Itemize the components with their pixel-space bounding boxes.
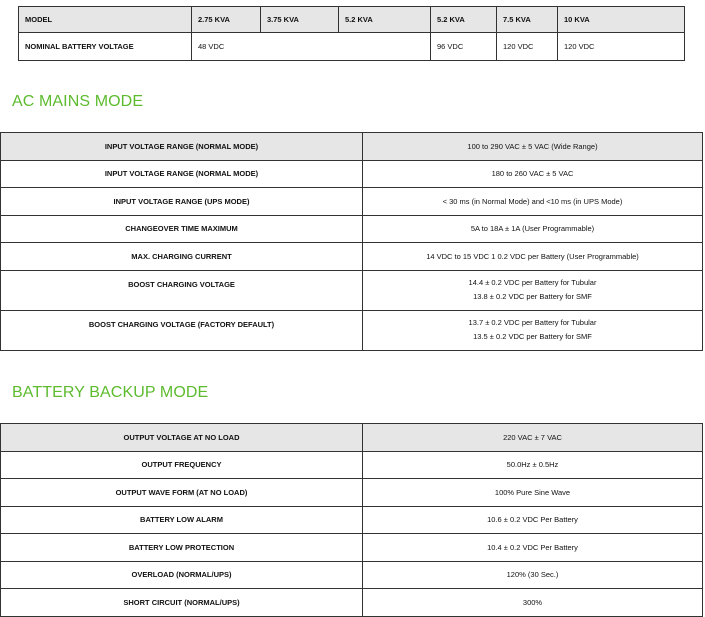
spec-value: 50.0Hz ± 0.5Hz <box>363 451 703 479</box>
spec-label: BATTERY LOW PROTECTION <box>1 534 363 562</box>
spec-label: BOOST CHARGING VOLTAGE <box>1 270 363 310</box>
battery-voltage-label: NOMINAL BATTERY VOLTAGE <box>19 33 192 61</box>
spec-value: < 30 ms (in Normal Mode) and <10 ms (in UPS Mode) <box>363 188 703 216</box>
model-2-75kva: 2.75 KVA <box>192 7 261 33</box>
spec-value <box>363 310 703 350</box>
model-header-label: MODEL <box>19 7 192 33</box>
model-spec-table <box>18 6 685 61</box>
table-row <box>1 506 703 534</box>
battery-voltage-96: 96 VDC <box>431 33 497 61</box>
table-row <box>1 215 703 243</box>
model-3-75kva: 3.75 KVA <box>261 7 339 33</box>
battery-backup-title: BATTERY BACKUP MODE <box>12 384 209 401</box>
model-7-5kva: 7.5 KVA <box>497 7 558 33</box>
model-header-row <box>19 7 685 33</box>
spec-label: MAX. CHARGING CURRENT <box>1 243 363 271</box>
model-10kva: 10 KVA <box>558 7 685 33</box>
spec-value: 300% <box>363 589 703 617</box>
spec-value: 120% (30 Sec.) <box>363 561 703 589</box>
spec-value: 100% Pure Sine Wave <box>363 479 703 507</box>
model-5-2kva-b: 5.2 KVA <box>431 7 497 33</box>
spec-value-line: 14.4 ± 0.2 VDC per Battery for Tubular <box>468 278 597 287</box>
spec-label: OUTPUT VOLTAGE AT NO LOAD <box>1 424 363 452</box>
table-row <box>1 310 703 350</box>
spec-value: 10.4 ± 0.2 VDC Per Battery <box>363 534 703 562</box>
spec-label: BOOST CHARGING VOLTAGE (FACTORY DEFAULT) <box>1 310 363 350</box>
spec-value-line: 13.8 ± 0.2 VDC per Battery for SMF <box>473 292 592 301</box>
spec-value: 180 to 260 VAC ± 5 VAC <box>363 160 703 188</box>
spec-value: 100 to 290 VAC ± 5 VAC (Wide Range) <box>363 133 703 161</box>
table-row <box>1 561 703 589</box>
table-row <box>1 270 703 310</box>
spec-label: OVERLOAD (NORMAL/UPS) <box>1 561 363 589</box>
spec-label: INPUT VOLTAGE RANGE (UPS MODE) <box>1 188 363 216</box>
ac-mains-table <box>0 132 703 351</box>
table-row <box>1 534 703 562</box>
spec-value-line: 13.7 ± 0.2 VDC per Battery for Tubular <box>468 318 597 327</box>
spec-label: OUTPUT WAVE FORM (AT NO LOAD) <box>1 479 363 507</box>
battery-voltage-48: 48 VDC <box>192 33 431 61</box>
battery-backup-table <box>0 423 703 617</box>
table-row <box>1 451 703 479</box>
spec-label: SHORT CIRCUIT (NORMAL/UPS) <box>1 589 363 617</box>
spec-label: INPUT VOLTAGE RANGE (NORMAL MODE) <box>1 133 363 161</box>
table-row <box>1 188 703 216</box>
spec-label: INPUT VOLTAGE RANGE (NORMAL MODE) <box>1 160 363 188</box>
table-row <box>1 133 703 161</box>
table-row <box>1 424 703 452</box>
table-row <box>1 479 703 507</box>
table-row <box>1 589 703 617</box>
spec-value: 14 VDC to 15 VDC 1 0.2 VDC per Battery (User Programmable) <box>363 243 703 271</box>
table-row <box>1 243 703 271</box>
spec-value: 10.6 ± 0.2 VDC Per Battery <box>363 506 703 534</box>
battery-voltage-row <box>19 33 685 61</box>
spec-label: OUTPUT FREQUENCY <box>1 451 363 479</box>
spec-label: BATTERY LOW ALARM <box>1 506 363 534</box>
ac-mains-title: AC MAINS MODE <box>12 93 144 110</box>
spec-value-line: 13.5 ± 0.2 VDC per Battery for SMF <box>473 332 592 341</box>
battery-voltage-120-b: 120 VDC <box>558 33 685 61</box>
spec-value <box>363 270 703 310</box>
table-row <box>1 160 703 188</box>
model-5-2kva-a: 5.2 KVA <box>339 7 431 33</box>
spec-value: 5A to 18A ± 1A (User Programmable) <box>363 215 703 243</box>
spec-value: 220 VAC ± 7 VAC <box>363 424 703 452</box>
spec-label: CHANGEOVER TIME MAXIMUM <box>1 215 363 243</box>
battery-voltage-120-a: 120 VDC <box>497 33 558 61</box>
